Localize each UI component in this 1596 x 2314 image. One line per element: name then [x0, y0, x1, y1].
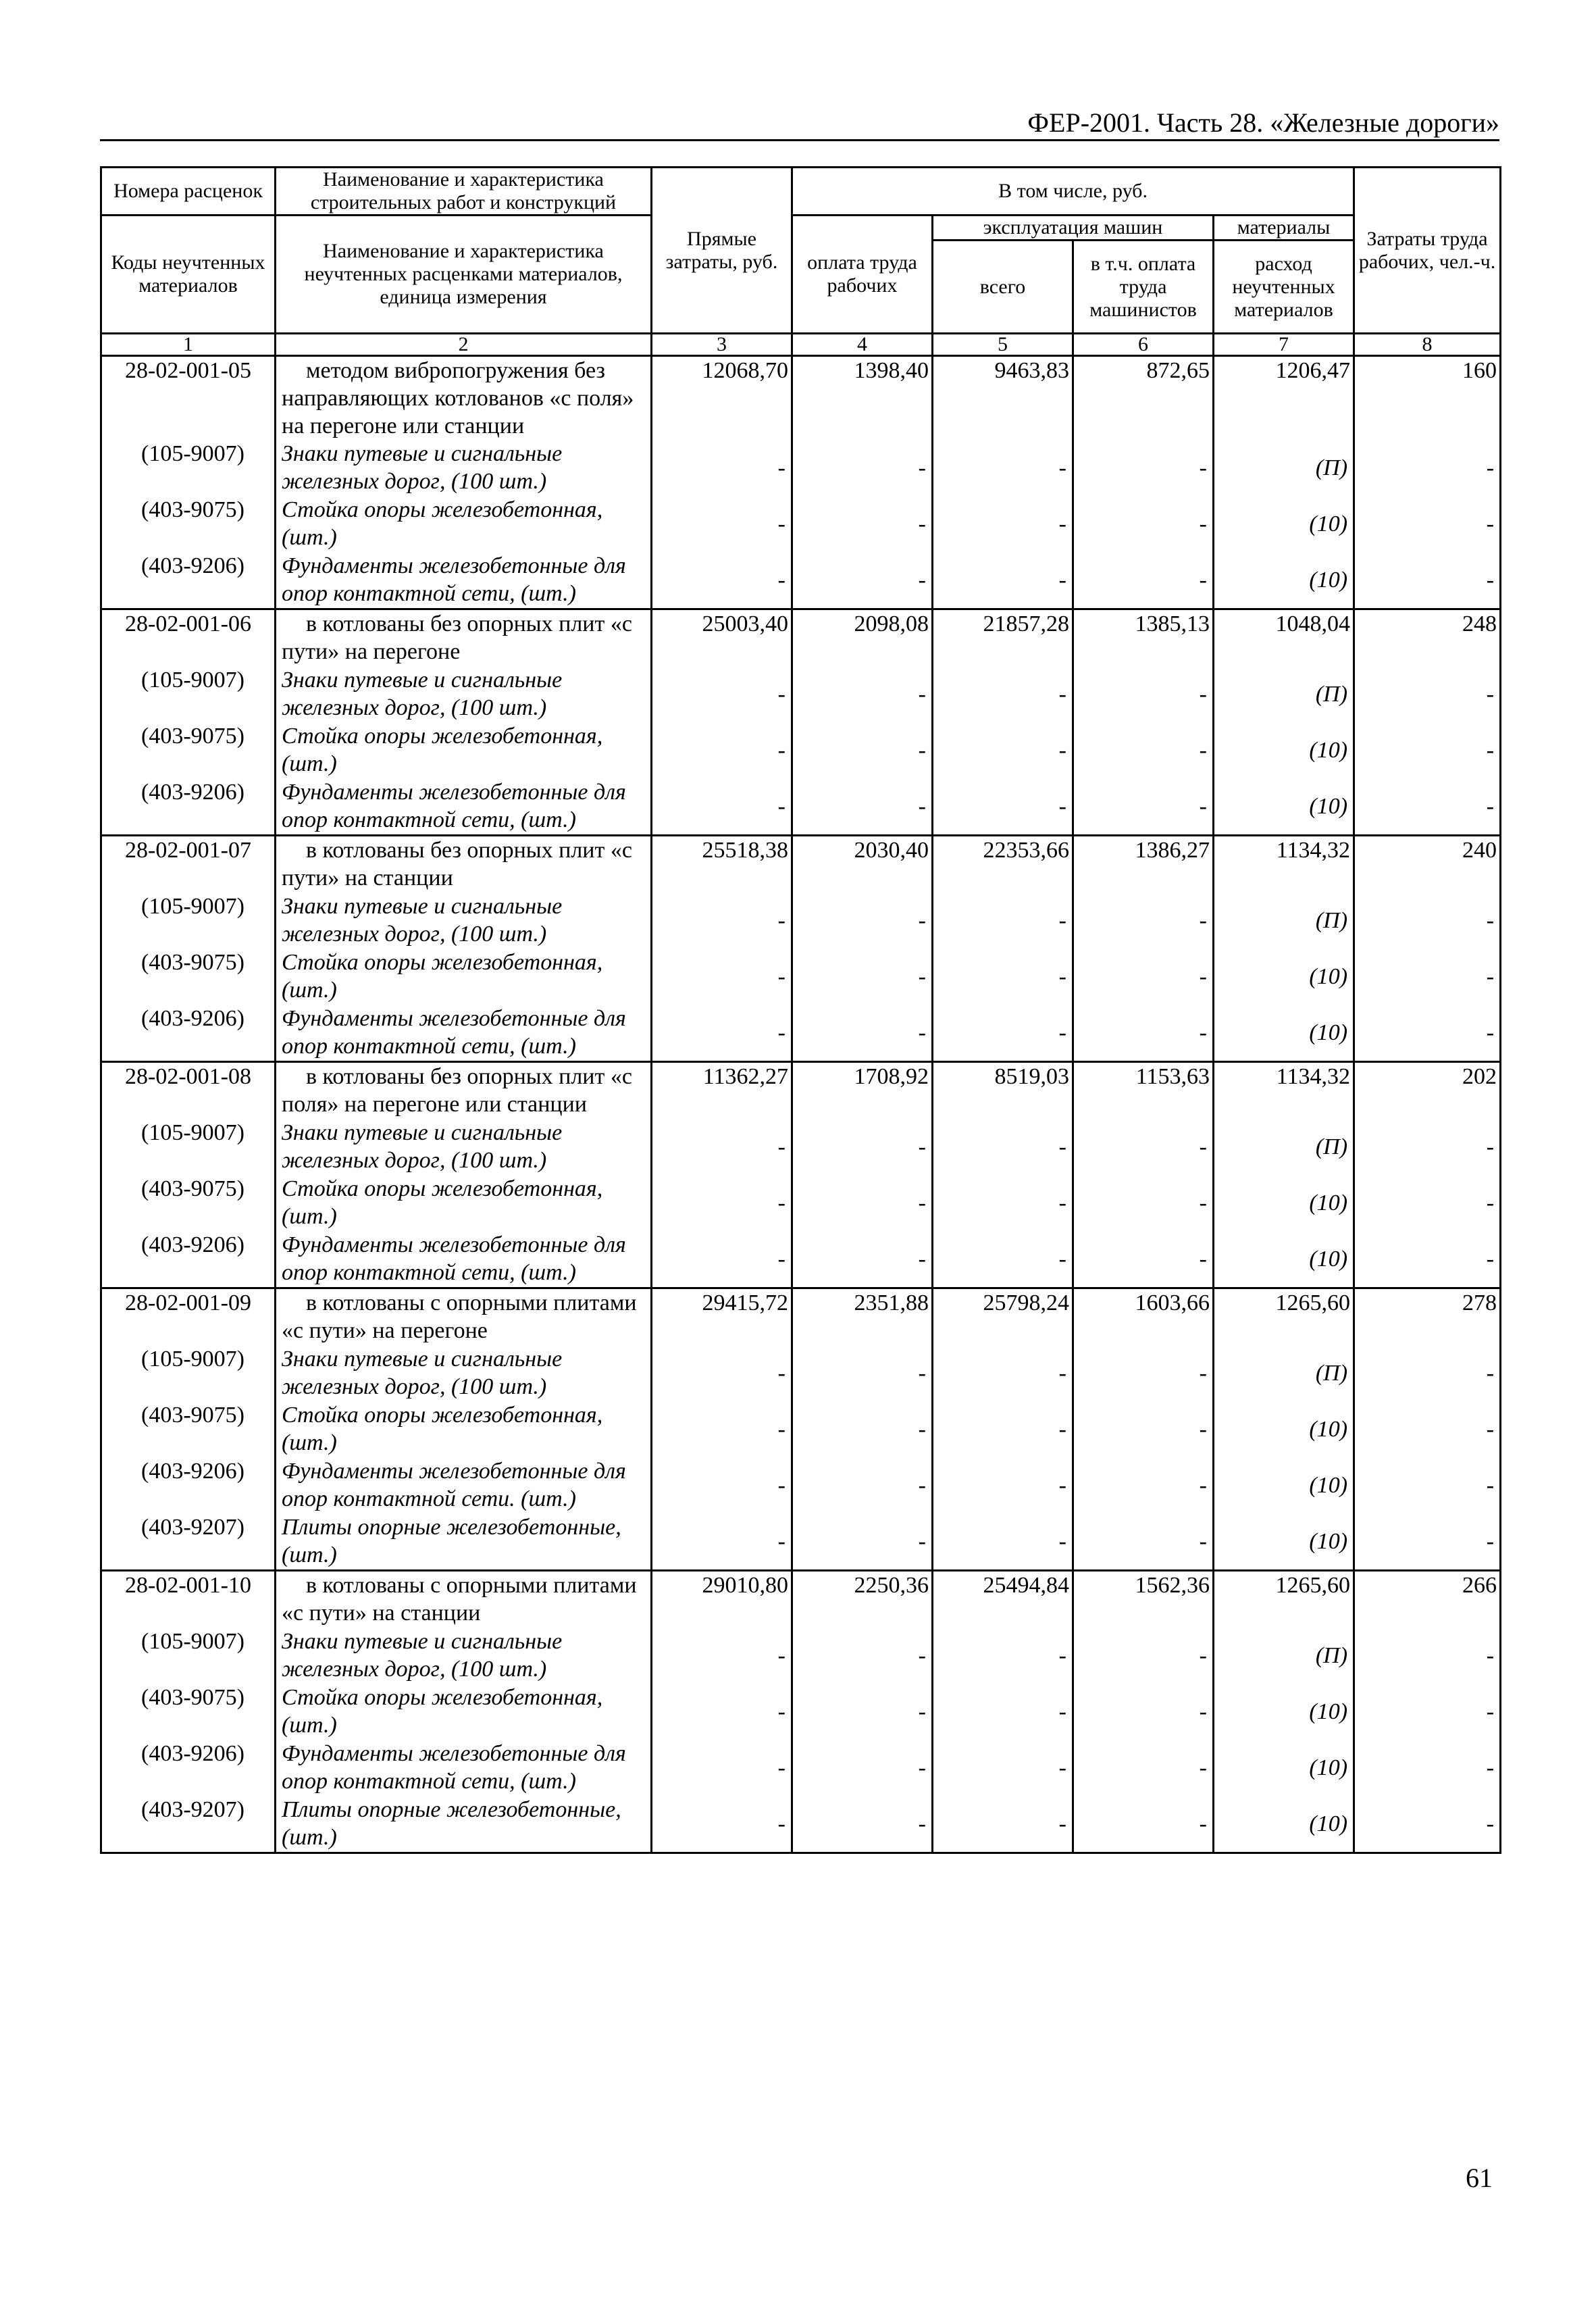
- material-name: Стойка опоры железобетонная, (шт.): [276, 722, 652, 778]
- material-name: Стойка опоры железобетонная, (шт.): [276, 949, 652, 1005]
- price-table: [100, 166, 1501, 1854]
- material-name: Знаки путевые и сигнальные железных дорог, (100 шт.): [276, 892, 652, 949]
- labor-cost: 2098,08: [792, 609, 933, 667]
- column-number: 2: [276, 334, 652, 356]
- material-code: (403-9206): [101, 1457, 276, 1513]
- rate-name: [276, 836, 652, 893]
- dash-cell: -: [933, 1628, 1073, 1684]
- dash-cell: -: [1354, 1005, 1501, 1062]
- material-code: (105-9007): [101, 1628, 276, 1684]
- dash-cell: -: [933, 1231, 1073, 1288]
- rate-name-text: в котлованы с опорными плитами «с пути» на перегоне: [282, 1290, 637, 1343]
- col6-header: в т.ч. оплата труда машинистов: [1073, 241, 1214, 334]
- col1-top-header: Номера расценок: [101, 168, 276, 216]
- rate-name: [276, 609, 652, 667]
- material-code: (403-9206): [101, 778, 276, 836]
- column-number: 3: [652, 334, 792, 356]
- rate-code: 28-02-001-06: [101, 609, 276, 667]
- material-name: Стойка опоры железобетонная, (шт.): [276, 1684, 652, 1740]
- materials-cost: 1206,47: [1214, 356, 1354, 441]
- material-quantity: (10): [1214, 496, 1354, 552]
- dash-cell: -: [933, 1740, 1073, 1796]
- dash-cell: -: [792, 1005, 933, 1062]
- material-code: (105-9007): [101, 1345, 276, 1401]
- col4-header: оплата труда рабочих: [792, 216, 933, 334]
- labor-cost: 2030,40: [792, 836, 933, 893]
- labor-cost: 2351,88: [792, 1288, 933, 1346]
- dash-cell: -: [1073, 1119, 1214, 1175]
- dash-cell: -: [1073, 1457, 1214, 1513]
- machines-total: 25798,24: [933, 1288, 1073, 1346]
- material-name: Знаки путевые и сигнальные железных дорог, (100 шт.): [276, 1345, 652, 1401]
- material-quantity: (П): [1214, 440, 1354, 496]
- material-quantity: (10): [1214, 552, 1354, 609]
- labor-cost: 2250,36: [792, 1571, 933, 1628]
- column-number-row: [101, 334, 1501, 356]
- page-number: 61: [1466, 2163, 1493, 2193]
- rate-name-text: методом вибропогружения без направляющих котлованов «с поля» на перегоне или станции: [282, 358, 634, 438]
- dash-cell: -: [792, 1457, 933, 1513]
- dash-cell: -: [792, 440, 933, 496]
- material-row: [101, 1401, 1501, 1457]
- dash-cell: -: [652, 1231, 792, 1288]
- dash-cell: -: [1073, 1005, 1214, 1062]
- material-name: Фундаменты железобетонные для опор контактной сети, (шт.): [276, 778, 652, 836]
- dash-cell: -: [1354, 778, 1501, 836]
- material-quantity: (П): [1214, 1345, 1354, 1401]
- material-name: Стойка опоры железобетонная, (шт.): [276, 1175, 652, 1231]
- material-quantity: (10): [1214, 1231, 1354, 1288]
- material-row: [101, 892, 1501, 949]
- column-number: 1: [101, 334, 276, 356]
- dash-cell: -: [792, 1345, 933, 1401]
- material-name: Плиты опорные железобетонные, (шт.): [276, 1513, 652, 1571]
- dash-cell: -: [792, 1628, 933, 1684]
- dash-cell: -: [933, 496, 1073, 552]
- direct-cost: 29010,80: [652, 1571, 792, 1628]
- rate-name-text: в котлованы без опорных плит «с поля» на перегоне или станции: [282, 1064, 632, 1117]
- material-row: [101, 1628, 1501, 1684]
- dash-cell: -: [652, 1175, 792, 1231]
- dash-cell: -: [933, 1684, 1073, 1740]
- machines-total: 21857,28: [933, 609, 1073, 667]
- material-quantity: (П): [1214, 1628, 1354, 1684]
- dash-cell: -: [792, 1231, 933, 1288]
- dash-cell: -: [933, 1401, 1073, 1457]
- material-row: [101, 1231, 1501, 1288]
- material-row: [101, 722, 1501, 778]
- dash-cell: -: [1073, 1401, 1214, 1457]
- table-body: [101, 356, 1501, 1853]
- material-code: (403-9075): [101, 496, 276, 552]
- dash-cell: -: [933, 949, 1073, 1005]
- material-quantity: (10): [1214, 1175, 1354, 1231]
- labor-hours: 248: [1354, 609, 1501, 667]
- column-number: 6: [1073, 334, 1214, 356]
- material-code: (105-9007): [101, 666, 276, 722]
- dash-cell: -: [792, 1119, 933, 1175]
- dash-cell: -: [652, 1628, 792, 1684]
- material-name: Фундаменты железобетонные для опор контактной сети, (шт.): [276, 552, 652, 609]
- dash-cell: -: [933, 892, 1073, 949]
- machinists-labor: 1385,13: [1073, 609, 1214, 667]
- col3-header: Прямые затраты, руб.: [652, 168, 792, 334]
- material-quantity: (10): [1214, 778, 1354, 836]
- material-quantity: (10): [1214, 1457, 1354, 1513]
- material-quantity: (10): [1214, 1684, 1354, 1740]
- dash-cell: -: [933, 666, 1073, 722]
- dash-cell: -: [792, 1175, 933, 1231]
- material-code: (403-9206): [101, 552, 276, 609]
- material-code: (105-9007): [101, 1119, 276, 1175]
- dash-cell: -: [1073, 1345, 1214, 1401]
- material-code: (403-9075): [101, 1401, 276, 1457]
- dash-cell: -: [652, 1005, 792, 1062]
- material-code: (403-9206): [101, 1231, 276, 1288]
- material-name: Фундаменты железобетонные для опор контактной сети. (шт.): [276, 1457, 652, 1513]
- material-row: [101, 440, 1501, 496]
- rate-row: [101, 1288, 1501, 1346]
- dash-cell: -: [933, 440, 1073, 496]
- dash-cell: -: [933, 1796, 1073, 1853]
- dash-cell: -: [933, 1119, 1073, 1175]
- dash-cell: -: [652, 722, 792, 778]
- material-name: Знаки путевые и сигнальные железных дорог, (100 шт.): [276, 440, 652, 496]
- dash-cell: -: [1354, 1513, 1501, 1571]
- material-quantity: (10): [1214, 1401, 1354, 1457]
- dash-cell: -: [1354, 949, 1501, 1005]
- dash-cell: -: [1354, 1401, 1501, 1457]
- materials-cost: 1134,32: [1214, 1062, 1354, 1120]
- rate-row: [101, 1062, 1501, 1120]
- material-row: [101, 1796, 1501, 1853]
- page-header: ФЕР-2001. Часть 28. «Железные дороги»: [100, 107, 1499, 141]
- rate-code: 28-02-001-09: [101, 1288, 276, 1346]
- dash-cell: -: [652, 1345, 792, 1401]
- rate-name-text: в котлованы без опорных плит «с пути» на перегоне: [282, 611, 632, 664]
- dash-cell: -: [1073, 552, 1214, 609]
- rate-name: [276, 356, 652, 441]
- material-quantity: (П): [1214, 892, 1354, 949]
- dash-cell: -: [652, 1119, 792, 1175]
- col1-bottom-header: Коды неучтенных материалов: [101, 216, 276, 334]
- labor-cost: 1708,92: [792, 1062, 933, 1120]
- dash-cell: -: [652, 949, 792, 1005]
- dash-cell: -: [652, 666, 792, 722]
- machinists-labor: 1603,66: [1073, 1288, 1214, 1346]
- dash-cell: -: [792, 778, 933, 836]
- dash-cell: -: [792, 1513, 933, 1571]
- machines-total: 22353,66: [933, 836, 1073, 893]
- materials-cost: 1048,04: [1214, 609, 1354, 667]
- dash-cell: -: [1354, 1457, 1501, 1513]
- dash-cell: -: [1073, 1684, 1214, 1740]
- material-row: [101, 1740, 1501, 1796]
- material-row: [101, 1513, 1501, 1571]
- dash-cell: -: [792, 1684, 933, 1740]
- dash-cell: -: [652, 1740, 792, 1796]
- rate-code: 28-02-001-05: [101, 356, 276, 441]
- dash-cell: -: [1073, 949, 1214, 1005]
- dash-cell: -: [1073, 1740, 1214, 1796]
- column-number: 8: [1354, 334, 1501, 356]
- material-name: Знаки путевые и сигнальные железных дорог, (100 шт.): [276, 1628, 652, 1684]
- dash-cell: -: [933, 778, 1073, 836]
- machinists-labor: 1153,63: [1073, 1062, 1214, 1120]
- col8-header: Затраты труда рабочих, чел.-ч.: [1354, 168, 1501, 334]
- labor-hours: 240: [1354, 836, 1501, 893]
- dash-cell: -: [1073, 1231, 1214, 1288]
- dash-cell: -: [1073, 722, 1214, 778]
- rate-name-text: в котлованы без опорных плит «с пути» на станции: [282, 838, 632, 890]
- column-number: 7: [1214, 334, 1354, 356]
- machinists-labor: 1562,36: [1073, 1571, 1214, 1628]
- machines-total: 8519,03: [933, 1062, 1073, 1120]
- rate-code: 28-02-001-07: [101, 836, 276, 893]
- material-row: [101, 1119, 1501, 1175]
- rate-row: [101, 836, 1501, 893]
- material-code: (403-9207): [101, 1796, 276, 1853]
- material-name: Плиты опорные железобетонные, (шт.): [276, 1796, 652, 1853]
- dash-cell: -: [1354, 1345, 1501, 1401]
- dash-cell: -: [933, 552, 1073, 609]
- col2-bottom-header: Наименование и характеристика неучтенных расценками материалов, единица измерения: [276, 216, 652, 334]
- dash-cell: -: [652, 552, 792, 609]
- machines-total: 25494,84: [933, 1571, 1073, 1628]
- material-code: (403-9206): [101, 1005, 276, 1062]
- dash-cell: -: [1073, 778, 1214, 836]
- dash-cell: -: [1354, 1231, 1501, 1288]
- labor-hours: 160: [1354, 356, 1501, 441]
- rate-name: [276, 1571, 652, 1628]
- material-row: [101, 666, 1501, 722]
- machinists-labor: 1386,27: [1073, 836, 1214, 893]
- material-code: (403-9207): [101, 1513, 276, 1571]
- material-code: (403-9206): [101, 1740, 276, 1796]
- material-quantity: (П): [1214, 666, 1354, 722]
- material-name: Знаки путевые и сигнальные железных дорог, (100 шт.): [276, 1119, 652, 1175]
- material-row: [101, 496, 1501, 552]
- material-name: Знаки путевые и сигнальные железных дорог, (100 шт.): [276, 666, 652, 722]
- material-name: Фундаменты железобетонные для опор контактной сети, (шт.): [276, 1231, 652, 1288]
- dash-cell: -: [792, 1401, 933, 1457]
- direct-cost: 29415,72: [652, 1288, 792, 1346]
- rate-row: [101, 1571, 1501, 1628]
- dash-cell: -: [1073, 666, 1214, 722]
- dash-cell: -: [1073, 1628, 1214, 1684]
- labor-hours: 266: [1354, 1571, 1501, 1628]
- dash-cell: -: [1073, 1796, 1214, 1853]
- col2-top-header: Наименование и характеристика строительных работ и конструкций: [276, 168, 652, 216]
- direct-cost: 12068,70: [652, 356, 792, 441]
- machinists-labor: 872,65: [1073, 356, 1214, 441]
- machines-total: 9463,83: [933, 356, 1073, 441]
- rate-code: 28-02-001-10: [101, 1571, 276, 1628]
- material-quantity: (10): [1214, 1740, 1354, 1796]
- material-quantity: (10): [1214, 1513, 1354, 1571]
- material-quantity: (10): [1214, 1796, 1354, 1853]
- material-name: Стойка опоры железобетонная, (шт.): [276, 496, 652, 552]
- material-row: [101, 778, 1501, 836]
- material-row: [101, 1005, 1501, 1062]
- dash-cell: -: [652, 1684, 792, 1740]
- dash-cell: -: [1354, 496, 1501, 552]
- material-code: (403-9075): [101, 949, 276, 1005]
- direct-cost: 25003,40: [652, 609, 792, 667]
- dash-cell: -: [792, 552, 933, 609]
- dash-cell: -: [792, 1796, 933, 1853]
- dash-cell: -: [1354, 1119, 1501, 1175]
- dash-cell: -: [1354, 1628, 1501, 1684]
- dash-cell: -: [1354, 1175, 1501, 1231]
- dash-cell: -: [1354, 666, 1501, 722]
- dash-cell: -: [1073, 440, 1214, 496]
- material-code: (105-9007): [101, 892, 276, 949]
- labor-hours: 278: [1354, 1288, 1501, 1346]
- dash-cell: -: [1354, 1740, 1501, 1796]
- incl-header: В том числе, руб.: [792, 168, 1354, 216]
- material-code: (403-9075): [101, 722, 276, 778]
- material-row: [101, 1345, 1501, 1401]
- material-row: [101, 552, 1501, 609]
- material-code: (403-9075): [101, 1175, 276, 1231]
- material-code: (105-9007): [101, 440, 276, 496]
- materials-cost: 1265,60: [1214, 1571, 1354, 1628]
- dash-cell: -: [1354, 552, 1501, 609]
- machines-header: эксплуатация машин: [933, 216, 1214, 241]
- rate-name: [276, 1062, 652, 1120]
- dash-cell: -: [652, 1401, 792, 1457]
- material-quantity: (П): [1214, 1119, 1354, 1175]
- dash-cell: -: [933, 1175, 1073, 1231]
- dash-cell: -: [933, 1345, 1073, 1401]
- dash-cell: -: [1354, 1684, 1501, 1740]
- dash-cell: -: [652, 496, 792, 552]
- dash-cell: -: [1073, 892, 1214, 949]
- materials-cost: 1134,32: [1214, 836, 1354, 893]
- dash-cell: -: [933, 1005, 1073, 1062]
- dash-cell: -: [1073, 496, 1214, 552]
- dash-cell: -: [933, 1457, 1073, 1513]
- material-row: [101, 949, 1501, 1005]
- dash-cell: -: [652, 1513, 792, 1571]
- dash-cell: -: [652, 440, 792, 496]
- dash-cell: -: [792, 666, 933, 722]
- col5-header: всего: [933, 241, 1073, 334]
- rate-code: 28-02-001-08: [101, 1062, 276, 1120]
- material-row: [101, 1457, 1501, 1513]
- column-number: 5: [933, 334, 1073, 356]
- material-quantity: (10): [1214, 1005, 1354, 1062]
- direct-cost: 11362,27: [652, 1062, 792, 1120]
- material-name: Фундаменты железобетонные для опор контактной сети, (шт.): [276, 1005, 652, 1062]
- dash-cell: -: [1354, 1796, 1501, 1853]
- dash-cell: -: [792, 496, 933, 552]
- dash-cell: -: [933, 722, 1073, 778]
- dash-cell: -: [652, 1796, 792, 1853]
- rate-name-text: в котлованы с опорными плитами «с пути» на станции: [282, 1573, 637, 1626]
- dash-cell: -: [792, 892, 933, 949]
- price-table-container: [100, 166, 1499, 1854]
- material-quantity: (10): [1214, 949, 1354, 1005]
- material-row: [101, 1175, 1501, 1231]
- materials-cost: 1265,60: [1214, 1288, 1354, 1346]
- col7-header: расход неучтенных материалов: [1214, 241, 1354, 334]
- dash-cell: -: [652, 892, 792, 949]
- dash-cell: -: [652, 778, 792, 836]
- dash-cell: -: [792, 722, 933, 778]
- dash-cell: -: [1354, 440, 1501, 496]
- column-number: 4: [792, 334, 933, 356]
- dash-cell: -: [1354, 892, 1501, 949]
- dash-cell: -: [1073, 1513, 1214, 1571]
- rate-row: [101, 609, 1501, 667]
- direct-cost: 25518,38: [652, 836, 792, 893]
- rate-row: [101, 356, 1501, 441]
- dash-cell: -: [1073, 1175, 1214, 1231]
- material-name: Фундаменты железобетонные для опор контактной сети, (шт.): [276, 1740, 652, 1796]
- dash-cell: -: [652, 1457, 792, 1513]
- materials-header: материалы: [1214, 216, 1354, 241]
- rate-name: [276, 1288, 652, 1346]
- dash-cell: -: [933, 1513, 1073, 1571]
- material-name: Стойка опоры железобетонная, (шт.): [276, 1401, 652, 1457]
- dash-cell: -: [792, 949, 933, 1005]
- dash-cell: -: [1354, 722, 1501, 778]
- labor-cost: 1398,40: [792, 356, 933, 441]
- material-code: (403-9075): [101, 1684, 276, 1740]
- labor-hours: 202: [1354, 1062, 1501, 1120]
- material-quantity: (10): [1214, 722, 1354, 778]
- dash-cell: -: [792, 1740, 933, 1796]
- material-row: [101, 1684, 1501, 1740]
